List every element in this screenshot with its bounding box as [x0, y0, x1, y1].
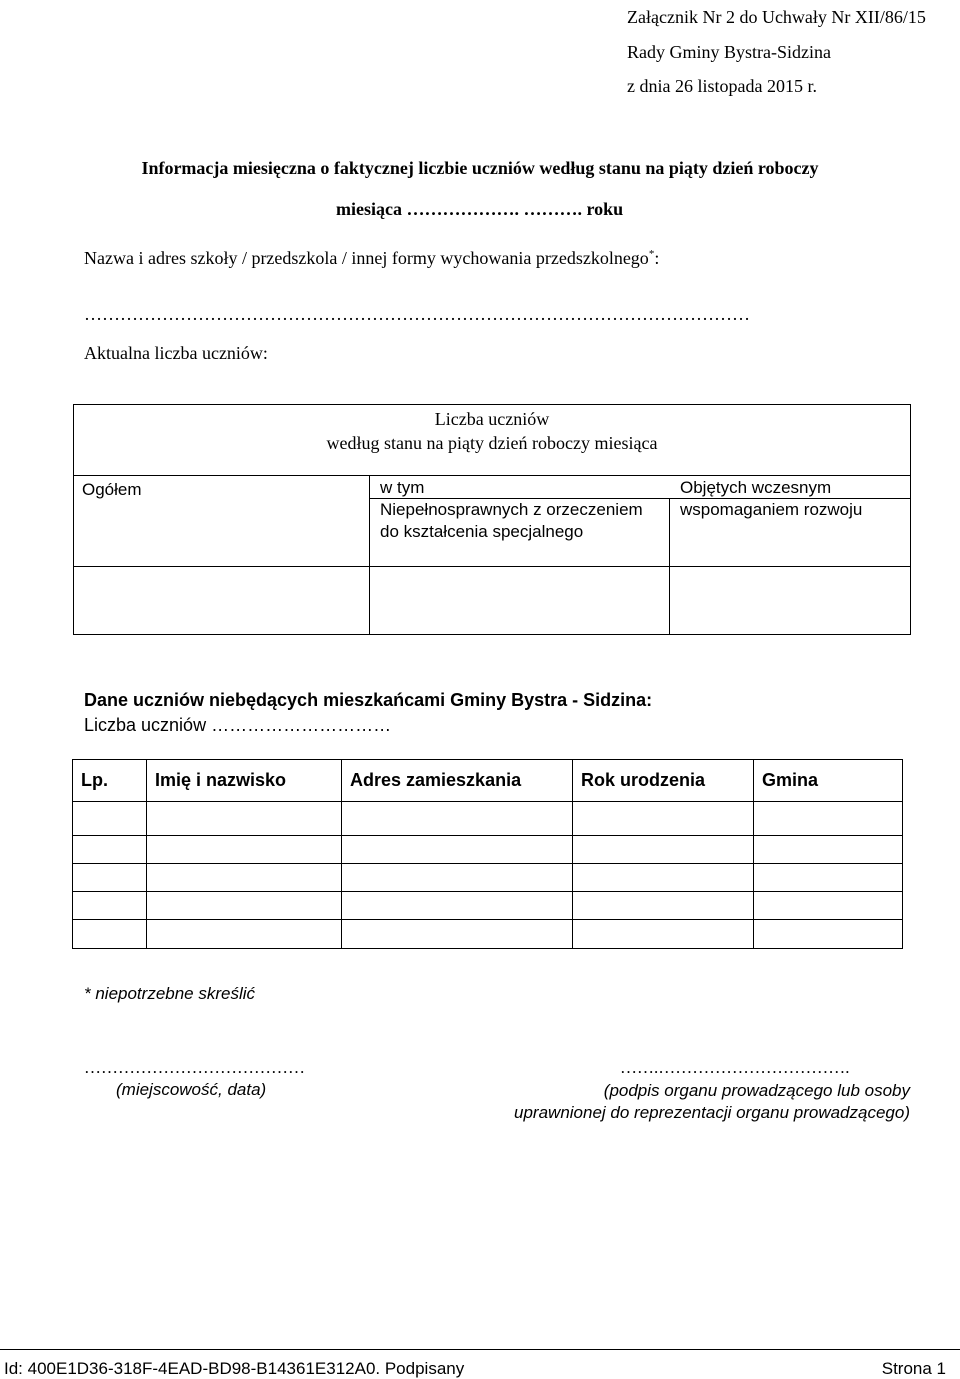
school-name-field: ………………………………………………………………………………………………… — [84, 304, 750, 324]
table-cell[interactable] — [342, 802, 573, 836]
annex-line-2: Rady Gminy Bystra-Sidzina — [627, 41, 831, 62]
signature-label-line-2: uprawnionej do reprezentacji organu prowadzącego) — [514, 1103, 910, 1122]
total-label-cell — [74, 476, 370, 567]
month-year-field: miesiąca ………………. ………. roku — [336, 199, 624, 219]
table-cell[interactable] — [147, 802, 342, 836]
table-cell[interactable] — [754, 802, 903, 836]
early-support-label-cell — [670, 478, 911, 567]
total-value-cell[interactable] — [74, 567, 370, 635]
table-cell[interactable] — [754, 836, 903, 864]
table-cell[interactable] — [342, 864, 573, 892]
table-row — [73, 836, 903, 864]
table-cell[interactable] — [73, 802, 147, 836]
table-cell[interactable] — [573, 836, 754, 864]
col-header-birth-year: Rok urodzenia — [573, 760, 754, 802]
table-row — [73, 802, 903, 836]
table-cell[interactable] — [754, 920, 903, 949]
disabled-label: Niepełnosprawnych z orzeczeniem do kształcenia specjalnego — [380, 500, 643, 541]
total-label: Ogółem — [82, 480, 142, 499]
annex-line-3: z dnia 26 listopada 2015 r. — [627, 76, 817, 96]
table-cell[interactable] — [754, 892, 903, 920]
table-cell[interactable] — [147, 920, 342, 949]
table-cell[interactable] — [342, 836, 573, 864]
nonresidents-table — [72, 759, 903, 949]
table-cell[interactable] — [342, 892, 573, 920]
school-name-label — [84, 248, 659, 269]
annex-line-1: Załącznik Nr 2 do Uchwały Nr XII/86/15 — [627, 7, 926, 27]
table-cell[interactable] — [342, 920, 573, 949]
school-label-text: Nazwa i adres szkoły / przedszkola / innej formy wychowania przedszkolnego — [84, 248, 649, 268]
current-count-label: Aktualna liczba uczniów: — [84, 343, 268, 363]
annex-header — [627, 0, 926, 104]
including-label: w tym — [380, 478, 425, 497]
footer-divider — [0, 1349, 960, 1350]
table-cell[interactable] — [573, 864, 754, 892]
table-cell[interactable] — [754, 864, 903, 892]
table-cell[interactable] — [73, 920, 147, 949]
school-label-colon: : — [654, 248, 660, 268]
nonresidents-count-field: Liczba uczniów ………………………… — [84, 715, 392, 735]
student-count-header — [74, 405, 911, 476]
table-cell[interactable] — [73, 892, 147, 920]
footer-document-id: Id: 400E1D36-318F-4EAD-BD98-B14361E312A0. Podpisany — [4, 1359, 465, 1378]
early-support-value-cell[interactable] — [670, 567, 911, 635]
table-row — [73, 864, 903, 892]
header-line-1: Liczba uczniów — [434, 409, 550, 429]
col-header-address: Adres zamieszkania — [342, 760, 573, 802]
nonresidents-title: Dane uczniów niebędących mieszkańcami Gminy Bystra - Sidzina: — [84, 690, 653, 710]
place-date-field: ………………………………… — [84, 1058, 305, 1077]
table-cell[interactable] — [573, 920, 754, 949]
document-title: Informacja miesięczna o faktycznej liczbie uczniów według stanu na piąty dzień roboczy — [141, 158, 819, 178]
footer-page-number: Strona 1 — [881, 1359, 946, 1378]
asterisk-mark: * — [648, 248, 655, 260]
table-cell[interactable] — [147, 864, 342, 892]
table-cell[interactable] — [573, 802, 754, 836]
disabled-label-cell — [370, 499, 670, 567]
footnote: * niepotrzebne skreślić — [84, 984, 256, 1003]
signature-label — [510, 1080, 910, 1124]
table-cell[interactable] — [73, 836, 147, 864]
table-cell[interactable] — [73, 864, 147, 892]
place-date-label: (miejscowość, data) — [116, 1080, 267, 1099]
table-row — [73, 920, 903, 949]
col-header-commune: Gmina — [754, 760, 903, 802]
col-header-name: Imię i nazwisko — [147, 760, 342, 802]
table-cell[interactable] — [147, 892, 342, 920]
signature-label-line-1: (podpis organu prowadzącego lub osoby — [603, 1081, 910, 1100]
header-line-2: według stanu na piąty dzień roboczy miesiąca — [326, 433, 658, 453]
col-header-lp: Lp. — [73, 760, 147, 802]
table-row — [73, 892, 903, 920]
student-count-table — [73, 404, 911, 635]
disabled-value-cell[interactable] — [370, 567, 670, 635]
table-cell[interactable] — [147, 836, 342, 864]
early-support-label: Objętych wczesnym wspomaganiem rozwoju — [680, 478, 863, 519]
signature-field: …….……………………………. — [620, 1058, 850, 1077]
table-cell[interactable] — [573, 892, 754, 920]
